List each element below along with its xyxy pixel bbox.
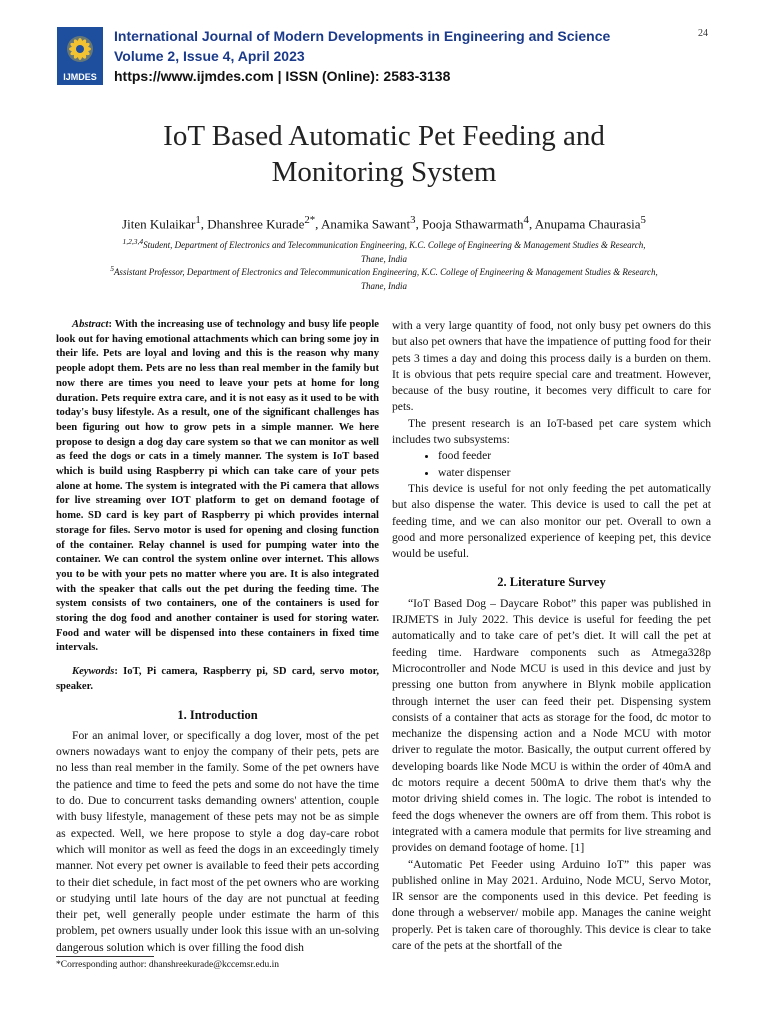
author-sup: 1 [195,214,201,226]
intro-paragraph-2: The present research is an IoT-based pet care system which includes two subsystems: [392,416,711,447]
intro-paragraph-1: For an animal lover, or specifically a dog lover, most of the pet owners nowadays want to enjoy the company of their pets, pets are no less than real member in the family. Some of the pet owners have the patience and time to feed the pets and some do not have the time to do. Due to concurrent tasks demanding owners' attention, couple with busy lifestyle, management of these pets may not be as simple as expected. Well, we here propose to style a dog day-care robot which will monitor as well as feed the dogs in an exceedingly timely manner. Not every pet owner is available to feed their pets according to their diet schedule, in fact most of the pet owners who are working or studying until late hours of the day are not punctual at feeding their pet, well generally people under estimate the harm of this problem, pet owners usually under look this issue with an un-solving dangerous solution which is over filling the food dish [56,728,379,954]
keywords-label: Keywords [72,666,115,678]
literature-paragraph-2: “Automatic Pet Feeder using Arduino IoT” this paper was published online in May 2021. Arduino, Node MCU, Servo Motor, IR sensor are the components used in this device. Pet feeding is done through a webserver/ mobile app. Manages the canine weight properly. Pet is taken care of thoroughly. This device is clear to take care of the pets at the shortfall of the [392,857,711,952]
journal-logo-icon [57,27,103,85]
right-column [392,318,711,954]
left-column [56,318,379,956]
corresponding-author-footnote: *Corresponding author: dhanshreekurade@kccemsr.edu.in [56,960,279,970]
journal-logo [57,27,103,85]
page-number: 24 [698,28,708,39]
keywords [56,665,379,694]
author-sup: 2* [304,214,316,226]
abstract-label: Abstract [72,319,109,330]
affiliation-text: Student, Department of Electronics and Telecommunication Engineering, K.C. College of Engineering & Management Studies & Research, Thane, India [143,240,646,264]
journal-url-issn: https://www.ijmdes.com | ISSN (Online): 2583-3138 [114,68,451,84]
author-sup: 5 [640,214,646,226]
affiliation-sup: 5 [110,264,114,273]
abstract [56,318,379,656]
intro-paragraph-1-continued: with a very large quantity of food, not only busy pet owners do this but also pet owners that have the impatience of putting food for their pets 3 times a day and doing this process daily is a burden on them. It is obvious that pets require special care and treatment. However, because of the busy routine, it becomes very difficult to care for pets. [392,319,711,414]
section-heading-introduction: 1. Introduction [177,707,258,722]
author-sup: 4 [523,214,529,226]
footnote-divider [56,956,154,957]
affiliation-text: Assistant Professor, Department of Electronics and Telecommunication Engineering, K.C. College of Engineering & Management Studies & Research, Thane, India [113,267,658,291]
keywords-text: : IoT, Pi camera, Raspberry pi, SD card, servo motor, speaker. [56,666,379,692]
title-line-1: IoT Based Automatic Pet Feeding and [163,120,605,152]
author-name: Pooja Sthawarmath [422,216,524,232]
logo-text: IJMDES [63,72,97,82]
affiliation-2 [110,262,658,293]
subsystem-list [392,448,711,481]
author-name: Anamika Sawant [320,216,411,232]
paper-title [84,118,684,190]
author-name: Anupama Chaurasia [534,216,641,232]
volume-issue: Volume 2, Issue 4, April 2023 [114,48,305,64]
section-heading-literature: 2. Literature Survey [497,575,606,590]
author-name: Dhanshree Kurade [207,216,305,232]
affiliation-sup: 1,2,3,4 [122,237,144,246]
list-item: • food feeder [438,448,711,464]
literature-paragraph-1: “IoT Based Dog – Daycare Robot” this paper was published in IRJMETS in July 2022. This device is useful for feeding the pet automatically and to take care of pet’s diet. It will call the pet at feeding time. Hardware components such as Atmega328p Microcontroller and Node MCU is used in this device and just by pressing one button from anywhere in Blynk mobile application through internet the user can feed their pet. Dispensing system consists of a container that acts as storage for the food, dc motor to mechanize the dispensing action and a Node MCU with motor driver to regulate the motor. Basically, the output current offered by developing boards like Node MCU is within the order of 40mA and dc motors require a decent 500mA to drive them that's why the motor driving shield comes in. The logic. The robot is intended to feed the dogs whenever the owners are off from them. This robot is integrated with a camera module that permits for live streaming and provides on demand footage of home. [1] [392,596,711,855]
author-name: Jiten Kulaikar [122,216,196,232]
journal-name: International Journal of Modern Developments in Engineering and Science [114,28,611,44]
title-line-2: Monitoring System [271,156,497,188]
author-list: Jiten Kulaikar$^1$, Dhanshree Kurade$^{2*}$, Anamika Sawant$^3$, Pooja Sthawarmath$^4$, Anupama Chaurasia$^5$ [122,214,646,232]
list-item: • water dispenser [438,465,711,481]
journal-header [114,26,714,86]
abstract-text: : With the increasing use of technology and busy life people look out for having emotional attachments which can bring some joy in their life. Pets are loyal and loving and this is the reason why many people adopt them. Pets are no less than real member in the family but now there are times you need to leave your pets at home for long duration. Pets require extra care, and it is not easy as it used to be with today's busy lifestyle. As a result, one of the significant challenges has been figuring out how to grow pets in a simple manner. We here propose to design a dog day care system so that we can monitor as well as feed the dogs or cats in a timely manner. The system is IoT based which is build using Raspberry pi which can take care of your pets alone at home. The system is integrated with the Pi camera that allows for live streaming over IOT platform to get on demand footage of home. SD card is key part of Raspberry pi which provides internal storage for files. Servo motor is used for opening and closing function of the container. Relay channel is used for pumping water into the container. We can control the system online over internet. This allows you to be with your pets no matter where you are. It is also integrated with the speaker that calls out the pet during the feeding time. The system consists of two containers, one of the containers is used for storing the dog food and another container is used for storing water. Food and water will be dispensed into these containers in fixed time intervals. [56,319,379,654]
intro-paragraph-3: This device is useful for not only feeding the pet automatically but also dispense the water. This device is used to call the pet at feeding time, and we can also monitor our pet. Overall to own a good and more personalized experience of keeping pet, this device would be useful. [392,481,711,561]
author-sup: 3 [410,214,416,226]
